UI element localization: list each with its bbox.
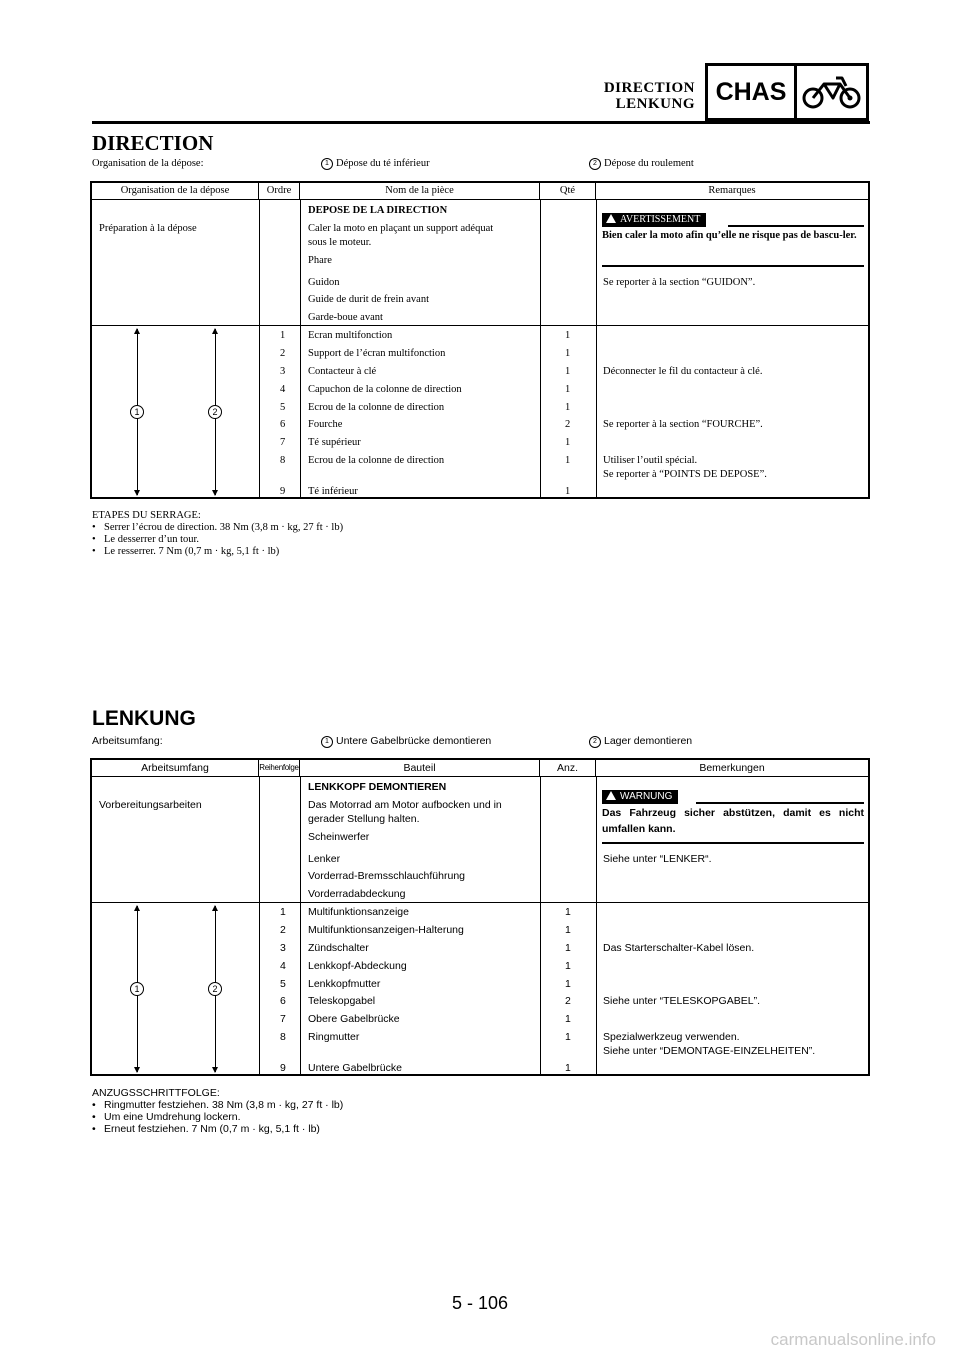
prep-heading: LENKKOPF DEMONTIEREN (308, 781, 447, 793)
steps-title: ANZUGSSCHRITTFOLGE: (92, 1087, 220, 1099)
prep-item: Scheinwerfer (308, 831, 370, 843)
row-remark: Utiliser l’outil spécial. (603, 455, 698, 466)
col-header: Ordre (259, 183, 300, 199)
col-header: Anz. (540, 760, 596, 776)
prep-heading: DEPOSE DE LA DIRECTION (308, 205, 448, 216)
row-qty: 1 (565, 1062, 571, 1074)
circle-number: 1 (130, 982, 144, 996)
row-qty: 1 (565, 942, 571, 954)
circle-number: 2 (589, 736, 601, 748)
warning-text: Bien caler la moto afin qu’elle ne risque pas de bascu-ler. (602, 230, 857, 241)
prep-item: Das Motorrad am Motor aufbocken und in (308, 799, 502, 811)
row-name: Zündschalter (308, 942, 369, 954)
prep-item: sous le moteur. (308, 237, 372, 248)
org-label: Arbeitsumfang: (92, 735, 163, 747)
circle-number: 2 (208, 405, 222, 419)
tightening-steps-fr (92, 510, 343, 558)
org-item-1: Untere Gabelbrücke demontieren (336, 735, 492, 747)
row-remark: Spezialwerkzeug verwenden. (603, 1031, 740, 1043)
row-qty: 1 (565, 906, 571, 918)
row-order: 3 (280, 366, 286, 377)
row-name: Multifunktionsanzeige (308, 906, 409, 918)
org-item-2: Lager demontieren (604, 735, 693, 747)
col-header: Bauteil (300, 760, 540, 776)
section-code: CHAS (708, 66, 797, 118)
row-name: Untere Gabelbrücke (308, 1062, 402, 1074)
row-qty: 1 (565, 978, 571, 990)
row-qty: 1 (565, 486, 571, 497)
header-rule (92, 121, 870, 124)
row-name: Ecrou de la colonne de direction (308, 402, 445, 413)
row-name: Ecran multifonction (308, 330, 393, 341)
warning-text: Das Fahrzeug sicher abstützen, damit es nicht umfallen kann. (602, 807, 864, 835)
row-qty: 2 (565, 995, 571, 1007)
row-order: 1 (280, 906, 286, 918)
circle-number: 2 (208, 982, 222, 996)
row-name: Multifunktionsanzeigen-Halterung (308, 924, 464, 936)
prep-item: Guidon (308, 277, 340, 288)
section-badge (705, 63, 869, 121)
row-order: 9 (280, 486, 286, 497)
circle-number: 1 (321, 158, 333, 170)
warning-tag (602, 213, 706, 227)
row-name: Contacteur à clé (308, 366, 377, 377)
circle-number: 1 (130, 405, 144, 419)
row-name: Teleskopgabel (308, 995, 376, 1007)
row-order: 7 (280, 437, 286, 448)
warning-box (602, 213, 864, 273)
row-order: 1 (280, 330, 286, 341)
row-remark: Das Starterschalter-Kabel lösen. (603, 942, 755, 954)
org-item-1: Dépose du té inférieur (336, 158, 430, 169)
row-qty: 1 (565, 402, 571, 413)
col-header: Reihenfolge (259, 760, 300, 776)
row-order: 6 (280, 995, 286, 1007)
row-remark: Siehe unter “TELESKOPGABEL”. (603, 995, 760, 1007)
prep-item: gerader Stellung halten. (308, 813, 420, 825)
step-item: • Erneut festziehen. 7 Nm (0,7 m · kg, 5,1 ft · lb) (92, 1123, 343, 1135)
row-qty: 1 (565, 1031, 571, 1043)
motorcycle-icon (797, 66, 866, 118)
row-order: 2 (280, 348, 286, 359)
col-header: Arbeitsumfang (92, 760, 259, 776)
row-name: Capuchon de la colonne de direction (308, 384, 462, 395)
step-item: • Serrer l’écrou de direction. 38 Nm (3,8 m · kg, 27 ft · lb) (92, 522, 343, 534)
col-header: Nom de la pièce (300, 183, 540, 199)
row-name: Ringmutter (308, 1031, 360, 1043)
watermark: carmanualsonline.info (770, 1330, 936, 1349)
prep-item: Vorderradabdeckung (308, 888, 406, 900)
warning-label: WARNUNG (620, 791, 673, 802)
row-qty: 1 (565, 437, 571, 448)
prep-item: Lenker (308, 853, 341, 865)
row-name: Té inférieur (308, 486, 358, 497)
row-order: 3 (280, 942, 286, 954)
row-order: 8 (280, 1031, 286, 1043)
row-qty: 1 (565, 366, 571, 377)
col-header: Qté (540, 183, 596, 199)
removal-table-fr (90, 181, 870, 499)
row-remark-2: Se reporter à “POINTS DE DEPOSE”. (603, 469, 767, 480)
org-item-2: Dépose du roulement (604, 158, 694, 169)
removal-table-de (90, 758, 870, 1076)
steps-title: ETAPES DU SERRAGE: (92, 510, 201, 521)
row-name: Lenkkopf-Abdeckung (308, 960, 407, 972)
warning-triangle-icon (606, 791, 616, 800)
row-qty: 1 (565, 455, 571, 466)
row-remark: Déconnecter le fil du contacteur à clé. (603, 366, 763, 377)
remark: Se reporter à la section “GUIDON”. (603, 277, 756, 288)
row-order: 6 (280, 419, 286, 430)
page-number: 5 - 106 (451, 1293, 509, 1313)
row-name: Ecrou de la colonne de direction (308, 455, 445, 466)
col-header: Remarques (708, 185, 756, 196)
table-header (92, 183, 868, 200)
col-header: Bemerkungen (699, 762, 765, 774)
row-order: 9 (280, 1062, 286, 1074)
circle-number: 2 (589, 158, 601, 170)
tightening-steps-de (92, 1087, 343, 1135)
prep-item: Phare (308, 255, 332, 266)
row-order: 4 (280, 960, 286, 972)
row-name: Support de l’écran multifonction (308, 348, 446, 359)
row-order: 4 (280, 384, 286, 395)
warning-triangle-icon (606, 214, 616, 223)
step-item: • Le resserrer. 7 Nm (0,7 m · kg, 5,1 ft · lb) (92, 546, 343, 558)
org-label: Organisation de la dépose: (92, 158, 204, 169)
warning-box (602, 790, 864, 850)
warning-tag (602, 790, 678, 804)
step-item: • Le desserrer d’un tour. (92, 534, 343, 546)
row-remark-2: Siehe unter “DEMONTAGE-EINZELHEITEN”. (603, 1045, 816, 1057)
header-title-fr: DIRECTION (603, 80, 695, 96)
row-order: 5 (280, 402, 286, 413)
remark: Siehe unter “LENKER“. (603, 853, 712, 865)
row-name: Obere Gabelbrücke (308, 1013, 400, 1025)
row-qty: 1 (565, 330, 571, 341)
row-name: Fourche (308, 419, 343, 430)
prep-item: Garde-boue avant (308, 312, 383, 323)
row-order: 2 (280, 924, 286, 936)
row-order: 8 (280, 455, 286, 466)
table-header (92, 760, 868, 777)
row-qty: 1 (565, 960, 571, 972)
row-qty: 1 (565, 348, 571, 359)
header-title-de: LENKUNG (615, 96, 695, 112)
prep-label: Vorbereitungsarbeiten (99, 799, 202, 811)
section-title-de: LENKUNG (92, 707, 196, 730)
col-header: Organisation de la dépose (92, 183, 259, 199)
prep-item: Guide de durit de frein avant (308, 294, 429, 305)
row-name: Lenkkopfmutter (308, 978, 381, 990)
section-title-fr: DIRECTION (92, 131, 214, 155)
row-qty: 1 (565, 1013, 571, 1025)
row-qty: 1 (565, 384, 571, 395)
row-remark: Se reporter à la section “FOURCHE”. (603, 419, 763, 430)
row-name: Té supérieur (308, 437, 361, 448)
row-qty: 2 (565, 419, 571, 430)
row-order: 7 (280, 1013, 286, 1025)
step-item: • Ringmutter festziehen. 38 Nm (3,8 m · kg, 27 ft · lb) (92, 1099, 343, 1111)
circle-number: 1 (321, 736, 333, 748)
warning-label: AVERTISSEMENT (620, 214, 701, 225)
row-qty: 1 (565, 924, 571, 936)
row-order: 5 (280, 978, 286, 990)
prep-item: Vorderrad-Bremsschlauchführung (308, 870, 465, 882)
prep-item: Caler la moto en plaçant un support adéquat (308, 223, 494, 234)
prep-label: Préparation à la dépose (99, 223, 197, 234)
step-item: • Um eine Umdrehung lockern. (92, 1111, 343, 1123)
